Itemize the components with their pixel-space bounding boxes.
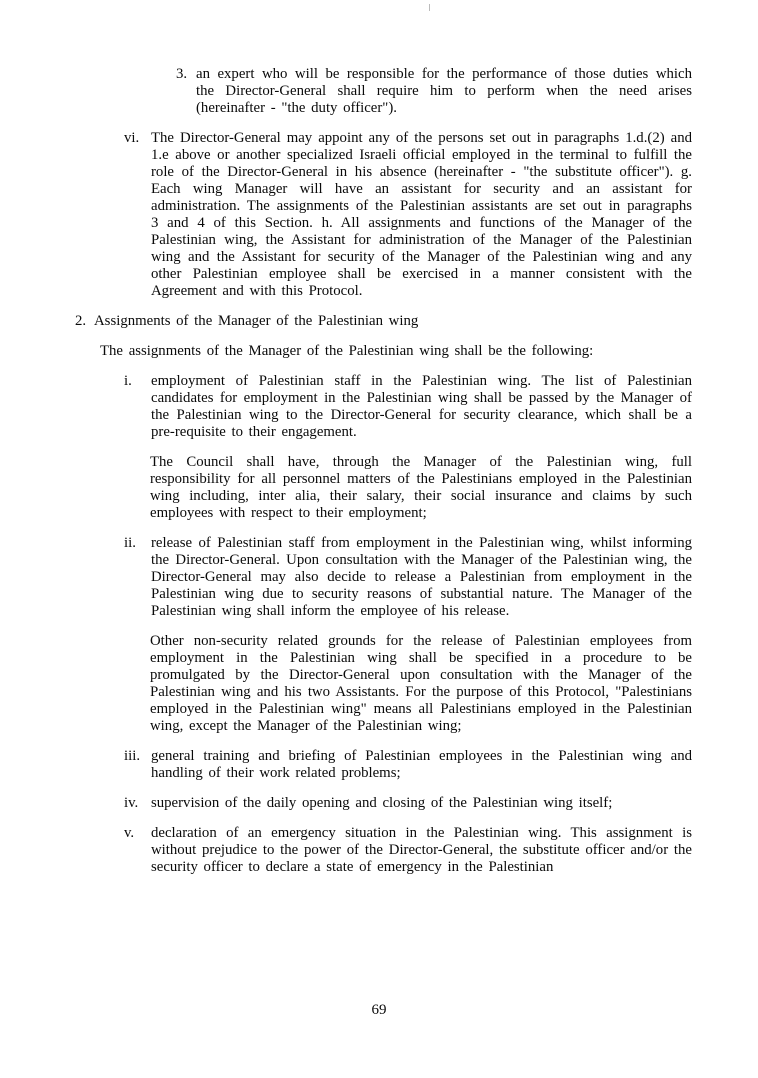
list-marker: ii. (124, 535, 136, 551)
clause-text: general training and briefing of Palestinian employees in the Palestinian wing and handling of their work related problems; (151, 748, 692, 781)
list-marker: iv. (124, 795, 139, 811)
list-item-text: an expert who will be responsible for the performance of those duties which the Director-General shall require him to perform when the need arises (hereinafter - "the duty officer"). (196, 66, 692, 116)
list-marker: vi. (124, 130, 140, 146)
paragraph-text: Other non-security related grounds for the release of Palestinian employees from employment in the Palestinian wing shall be specified in a procedure to be promulgated by the Director-General upon consultation with the Manager of the Palestinian wing and his two Assistants. For the purpose of this Protocol, "Palestinians employed in the Palestinian wing" means all Palestinians employed in the Palestinian wing, except the Manager of the Palestinian wing; (150, 633, 692, 734)
clause-i (124, 373, 692, 441)
clause-iii (124, 748, 692, 782)
clause-text: supervision of the daily opening and closing of the Palestinian wing itself; (151, 795, 613, 811)
scan-artifact (429, 4, 430, 11)
clause-text: release of Palestinian staff from employment in the Palestinian wing, whilst informing the Director-General. Upon consultation with the Manager of the Palestinian wing, the Director-General may also decide to release a Palestinian from employment in the Palestinian wing due to security reasons of substantial nature. The Manager of the Palestinian wing shall inform the employee of his release. (151, 535, 692, 619)
clause-text: The Director-General may appoint any of the persons set out in paragraphs 1.d.(2) and 1.e above or another specialized Israeli official employed in the terminal to fulfill the role of the Director-General in his absence (hereinafter - "the substitute officer"). g. Each wing Manager will have an assistant for security and an assistant for administration. The assignments of the Palestinian assistants are set out in paragraphs 3 and 4 of this Section. h. All assignments and functions of the Manager of the Palestinian wing, the Assistant for administration of the Manager of the Palestinian wing and the Assistant for security of the Manager of the Palestinian wing and any other Palestinian employee shall be exercised in a manner consistent with the Agreement and with this Protocol. (151, 130, 692, 299)
list-marker: 3. (176, 66, 188, 82)
intro-paragraph (100, 343, 692, 360)
list-item-3 (176, 66, 692, 117)
clause-text: employment of Palestinian staff in the Palestinian wing. The list of Palestinian candidates for employment in the Palestinian wing shall be passed by the Manager of the Palestinian wing to the Director-General for security clearance, which shall be a pre-requisite to their engagement. (151, 373, 692, 440)
paragraph-text: The Council shall have, through the Manager of the Palestinian wing, full responsibility for all personnel matters of the Palestinians employed in the Palestinian wing including, inter alia, their salary, their social insurance and claims by such employees with respect to their employment; (150, 454, 692, 521)
list-marker: 2. (75, 313, 87, 329)
page-number: 69 (371, 1002, 387, 1018)
clause-vi (124, 130, 692, 300)
clause-ii-continuation (150, 633, 692, 735)
clause-text: declaration of an emergency situation in the Palestinian wing. This assignment is without prejudice to the power of the Director-General, the substitute officer and/or the security officer to declare a state of emergency in the Palestinian (151, 825, 692, 875)
paragraph-text: The assignments of the Manager of the Palestinian wing shall be the following: (100, 343, 594, 359)
list-marker: v. (124, 825, 135, 841)
clause-ii (124, 535, 692, 620)
clause-v (124, 825, 692, 876)
clause-i-continuation (150, 454, 692, 522)
section-2-heading (75, 313, 692, 330)
clause-iv (124, 795, 692, 812)
list-marker: iii. (124, 748, 141, 764)
section-heading-text: Assignments of the Manager of the Palestinian wing (94, 313, 419, 329)
list-marker: i. (124, 373, 132, 389)
